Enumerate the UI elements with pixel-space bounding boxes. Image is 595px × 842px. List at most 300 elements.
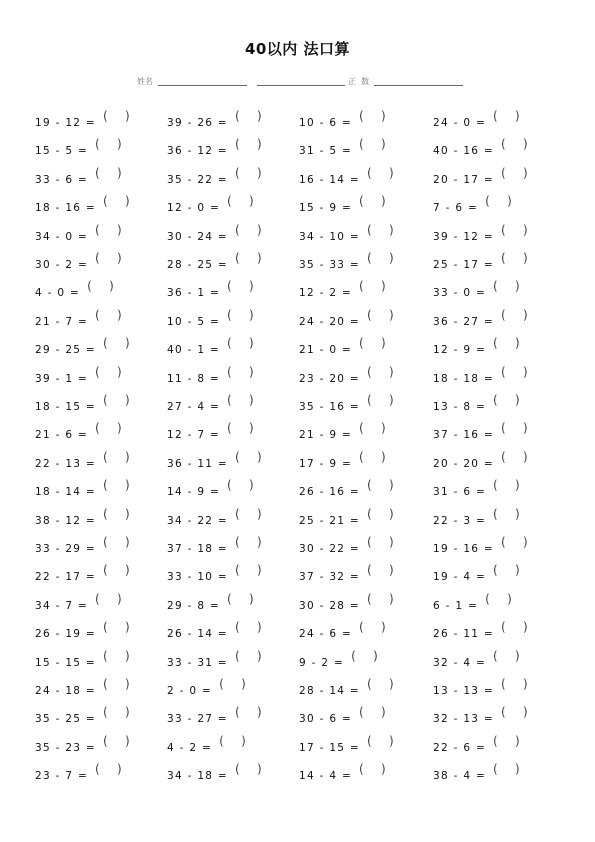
answer-box[interactable] — [359, 196, 389, 210]
answer-box[interactable] — [235, 764, 265, 778]
answer-close-paren: ) — [523, 620, 528, 635]
answer-open-paren: ( — [235, 137, 240, 152]
answer-box[interactable] — [227, 395, 257, 409]
answer-box[interactable] — [95, 222, 125, 239]
answer-box[interactable] — [367, 165, 397, 182]
answer-box[interactable] — [367, 222, 397, 239]
problem-expression: 31 - 6 = — [433, 486, 487, 499]
answer-open-paren: ( — [235, 563, 240, 578]
answer-open-paren: ( — [103, 109, 108, 123]
answer-box[interactable] — [359, 139, 389, 153]
answer-box[interactable] — [501, 139, 531, 153]
problem-expression: 13 - 8 = — [433, 401, 487, 413]
answer-open-paren: ( — [367, 251, 372, 265]
answer-close-paren: ) — [523, 307, 528, 322]
problem-expression: 6 - 1 = — [433, 599, 479, 612]
header-fields — [0, 76, 595, 90]
answer-box[interactable] — [367, 364, 397, 381]
answer-open-paren: ( — [501, 307, 506, 322]
answer-close-paren: ) — [241, 677, 246, 691]
answer-open-paren: ( — [235, 251, 240, 265]
answer-open-paren: ( — [501, 364, 506, 379]
problem-expression: 39 - 12 = — [433, 230, 495, 243]
answer-box[interactable] — [367, 679, 397, 693]
answer-close-paren: ) — [117, 251, 122, 265]
problem-expression: 30 - 6 = — [299, 713, 353, 726]
answer-open-paren: ( — [235, 165, 240, 180]
answer-open-paren: ( — [235, 705, 240, 720]
answer-open-paren: ( — [367, 364, 372, 379]
problem-item — [433, 563, 523, 584]
answer-open-paren: ( — [227, 393, 232, 407]
problem-item — [433, 537, 531, 553]
answer-close-paren: ) — [523, 251, 528, 265]
answer-box[interactable] — [95, 364, 125, 381]
problem-item — [299, 222, 397, 243]
answer-open-paren: ( — [103, 194, 108, 209]
answer-open-paren: ( — [235, 449, 240, 464]
answer-box[interactable] — [227, 196, 257, 210]
problem-expression: 4 - 2 = — [167, 741, 213, 754]
problem-expression: 39 - 26 = — [167, 117, 229, 129]
answer-close-paren: ) — [515, 563, 520, 578]
problem-item — [299, 620, 389, 641]
problem-expression: 37 - 32 = — [299, 571, 361, 584]
answer-box[interactable] — [227, 480, 257, 494]
correct-count-line[interactable] — [374, 85, 463, 86]
answer-box[interactable] — [103, 648, 133, 665]
answer-box[interactable] — [367, 395, 397, 409]
answer-open-paren: ( — [367, 535, 372, 549]
answer-open-paren: ( — [359, 762, 364, 777]
answer-open-paren: ( — [359, 336, 364, 351]
answer-box[interactable] — [103, 565, 133, 579]
problem-item — [299, 279, 389, 300]
answer-close-paren: ) — [249, 421, 254, 436]
answer-box[interactable] — [95, 591, 125, 608]
problem-expression: 35 - 16 = — [299, 401, 361, 413]
problem-item — [299, 194, 389, 215]
problem-expression: 4 - 0 = — [35, 287, 81, 300]
answer-open-paren: ( — [219, 733, 224, 748]
problem-item — [299, 364, 397, 385]
problem-expression: 15 - 15 = — [35, 656, 97, 669]
problem-expression: 15 - 9 = — [299, 202, 353, 215]
answer-open-paren: ( — [103, 677, 108, 691]
answer-box[interactable] — [501, 307, 531, 324]
answer-close-paren: ) — [125, 478, 130, 493]
answer-box[interactable] — [235, 565, 265, 579]
answer-open-paren: ( — [227, 279, 232, 294]
answer-box[interactable] — [103, 537, 133, 551]
answer-close-paren: ) — [389, 393, 394, 407]
answer-box[interactable] — [103, 506, 133, 523]
answer-box[interactable] — [103, 449, 133, 466]
problem-item — [35, 506, 133, 527]
answer-box[interactable] — [235, 253, 265, 267]
problem-expression: 10 - 6 = — [299, 117, 353, 129]
answer-box[interactable] — [235, 648, 265, 665]
answer-box[interactable] — [493, 764, 523, 778]
answer-close-paren: ) — [117, 421, 122, 436]
answer-box[interactable] — [493, 281, 523, 295]
answer-box[interactable] — [103, 196, 133, 210]
problem-item — [167, 478, 257, 499]
answer-box[interactable] — [501, 253, 531, 267]
problem-item — [35, 364, 125, 385]
answer-box[interactable] — [103, 679, 133, 693]
answer-box[interactable] — [367, 506, 397, 523]
problem-expression: 17 - 15 = — [299, 741, 361, 754]
answer-box[interactable] — [501, 423, 531, 437]
problem-item — [167, 336, 257, 357]
problem-expression: 36 - 1 = — [167, 287, 221, 300]
answer-open-paren: ( — [235, 762, 240, 777]
problem-item — [167, 563, 265, 584]
problem-item — [35, 111, 133, 127]
answer-open-paren: ( — [235, 648, 240, 663]
answer-close-paren: ) — [515, 109, 520, 123]
problem-expression: 26 - 14 = — [167, 628, 229, 641]
answer-close-paren: ) — [381, 279, 386, 294]
answer-box[interactable] — [235, 111, 265, 125]
answer-box[interactable] — [95, 423, 125, 437]
answer-box[interactable] — [367, 537, 397, 551]
problem-expression: 18 - 18 = — [433, 372, 495, 385]
answer-box[interactable] — [227, 338, 257, 352]
answer-box[interactable] — [103, 480, 133, 494]
problem-item — [299, 591, 397, 612]
problem-expression: 30 - 2 = — [35, 259, 89, 271]
answer-box[interactable] — [219, 679, 249, 693]
answer-box[interactable] — [103, 622, 133, 636]
problem-expression: 18 - 14 = — [35, 486, 97, 499]
problem-item — [299, 478, 397, 499]
problem-expression: 20 - 17 = — [433, 173, 495, 186]
answer-close-paren: ) — [523, 705, 528, 720]
problem-item — [433, 679, 531, 695]
problem-expression: 24 - 18 = — [35, 685, 97, 697]
problem-expression: 36 - 11 = — [167, 457, 229, 470]
answer-open-paren: ( — [103, 478, 108, 493]
problem-expression: 26 - 19 = — [35, 628, 97, 641]
answer-open-paren: ( — [367, 677, 372, 691]
answer-close-paren: ) — [125, 733, 130, 748]
answer-box[interactable] — [367, 733, 397, 750]
problem-expression: 12 - 9 = — [433, 344, 487, 357]
answer-box[interactable] — [219, 733, 249, 750]
problem-item — [299, 506, 397, 527]
problem-expression: 35 - 33 = — [299, 259, 361, 271]
problem-expression: 21 - 7 = — [35, 315, 89, 328]
problem-expression: 19 - 16 = — [433, 543, 495, 555]
answer-close-paren: ) — [257, 506, 262, 521]
answer-box[interactable] — [493, 395, 523, 409]
problem-item — [35, 137, 125, 158]
answer-box[interactable] — [95, 139, 125, 153]
answer-box[interactable] — [501, 537, 531, 551]
problem-expression: 24 - 20 = — [299, 315, 361, 328]
answer-close-paren: ) — [515, 478, 520, 493]
answer-close-paren: ) — [249, 364, 254, 379]
answer-open-paren: ( — [485, 591, 490, 606]
answer-box[interactable] — [235, 506, 265, 523]
answer-box[interactable] — [95, 165, 125, 182]
answer-close-paren: ) — [515, 506, 520, 521]
problem-expression: 33 - 27 = — [167, 713, 229, 726]
answer-open-paren: ( — [493, 393, 498, 407]
problem-expression: 28 - 14 = — [299, 685, 361, 697]
answer-box[interactable] — [227, 307, 257, 324]
problem-item — [299, 449, 389, 470]
answer-open-paren: ( — [103, 535, 108, 549]
problem-item — [433, 279, 523, 300]
problem-item — [35, 620, 133, 641]
answer-box[interactable] — [485, 591, 515, 608]
problem-item — [433, 620, 531, 641]
problem-item — [35, 537, 133, 553]
answer-open-paren: ( — [95, 137, 100, 152]
problem-expression: 21 - 0 = — [299, 344, 353, 357]
answer-close-paren: ) — [125, 194, 130, 209]
answer-close-paren: ) — [125, 705, 130, 720]
answer-box[interactable] — [367, 480, 397, 494]
answer-close-paren: ) — [125, 336, 130, 351]
answer-open-paren: ( — [227, 194, 232, 209]
problem-expression: 17 - 9 = — [299, 457, 353, 470]
answer-box[interactable] — [95, 253, 125, 267]
answer-open-paren: ( — [95, 251, 100, 265]
answer-open-paren: ( — [227, 307, 232, 322]
answer-open-paren: ( — [501, 705, 506, 720]
answer-close-paren: ) — [523, 364, 528, 379]
answer-box[interactable] — [493, 733, 523, 750]
problem-expression: 33 - 31 = — [167, 656, 229, 669]
answer-box[interactable] — [95, 764, 125, 778]
problem-item — [299, 648, 381, 669]
problem-item — [299, 705, 389, 726]
problem-item — [433, 336, 523, 357]
problem-item — [433, 449, 531, 470]
answer-box[interactable] — [359, 622, 389, 636]
answer-box[interactable] — [501, 679, 531, 693]
answer-box[interactable] — [235, 449, 265, 466]
answer-close-paren: ) — [109, 279, 114, 294]
answer-close-paren: ) — [389, 165, 394, 180]
problem-expression: 40 - 16 = — [433, 145, 495, 158]
problem-item — [167, 449, 265, 470]
problem-expression: 15 - 5 = — [35, 145, 89, 158]
answer-open-paren: ( — [359, 109, 364, 123]
problem-item — [167, 591, 257, 612]
problem-item — [433, 307, 531, 328]
answer-close-paren: ) — [257, 620, 262, 635]
answer-open-paren: ( — [235, 222, 240, 237]
answer-box[interactable] — [501, 449, 531, 466]
answer-close-paren: ) — [507, 591, 512, 606]
problem-item — [167, 137, 265, 158]
answer-box[interactable] — [95, 307, 125, 324]
problem-expression: 27 - 4 = — [167, 401, 221, 413]
answer-box[interactable] — [493, 480, 523, 494]
problem-expression: 2 - 0 = — [167, 685, 213, 697]
problem-expression: 13 - 13 = — [433, 685, 495, 697]
answer-close-paren: ) — [389, 251, 394, 265]
answer-open-paren: ( — [493, 478, 498, 493]
date-line[interactable] — [257, 85, 345, 86]
answer-open-paren: ( — [501, 449, 506, 464]
answer-close-paren: ) — [381, 109, 386, 123]
answer-box[interactable] — [235, 537, 265, 551]
answer-open-paren: ( — [501, 677, 506, 691]
answer-box[interactable] — [501, 364, 531, 381]
problem-expression: 16 - 14 = — [299, 173, 361, 186]
answer-close-paren: ) — [125, 535, 130, 549]
problem-expression: 26 - 16 = — [299, 486, 361, 499]
answer-box[interactable] — [359, 707, 389, 721]
answer-box[interactable] — [501, 707, 531, 721]
answer-box[interactable] — [493, 506, 523, 523]
answer-box[interactable] — [493, 111, 523, 125]
answer-open-paren: ( — [493, 762, 498, 777]
answer-box[interactable] — [493, 565, 523, 579]
answer-box[interactable] — [103, 395, 133, 409]
problem-expression: 28 - 25 = — [167, 259, 229, 271]
problem-expression: 19 - 4 = — [433, 571, 487, 584]
problem-item — [35, 421, 125, 442]
answer-close-paren: ) — [249, 307, 254, 322]
problem-item — [433, 222, 531, 243]
answer-box[interactable] — [235, 165, 265, 182]
problem-item — [167, 537, 265, 553]
problem-expression: 23 - 20 = — [299, 372, 361, 385]
answer-box[interactable] — [103, 111, 133, 125]
answer-open-paren: ( — [219, 677, 224, 691]
answer-box[interactable] — [359, 764, 389, 778]
answer-box[interactable] — [103, 707, 133, 721]
answer-box[interactable] — [227, 591, 257, 608]
problem-item — [167, 222, 265, 243]
answer-close-paren: ) — [381, 705, 386, 720]
answer-box[interactable] — [501, 622, 531, 636]
problem-expression: 37 - 18 = — [167, 543, 229, 555]
answer-close-paren: ) — [389, 563, 394, 578]
answer-close-paren: ) — [249, 393, 254, 407]
answer-box[interactable] — [227, 364, 257, 381]
answer-box[interactable] — [367, 253, 397, 267]
answer-box[interactable] — [103, 338, 133, 352]
answer-box[interactable] — [493, 338, 523, 352]
answer-box[interactable] — [235, 222, 265, 239]
answer-box[interactable] — [501, 222, 531, 239]
answer-box[interactable] — [501, 165, 531, 182]
answer-close-paren: ) — [389, 478, 394, 493]
answer-open-paren: ( — [103, 336, 108, 351]
answer-box[interactable] — [87, 281, 117, 295]
problem-expression: 30 - 28 = — [299, 599, 361, 612]
problem-item — [299, 762, 389, 783]
problem-item — [35, 222, 125, 243]
answer-box[interactable] — [359, 449, 389, 466]
answer-open-paren: ( — [95, 364, 100, 379]
answer-close-paren: ) — [389, 535, 394, 549]
answer-open-paren: ( — [367, 506, 372, 521]
problem-item — [433, 111, 523, 127]
problem-expression: 38 - 12 = — [35, 514, 97, 527]
problem-expression: 34 - 18 = — [167, 770, 229, 783]
answer-box[interactable] — [351, 648, 381, 665]
answer-open-paren: ( — [95, 591, 100, 606]
problem-item — [167, 194, 257, 215]
problem-item — [433, 165, 531, 186]
answer-open-paren: ( — [367, 563, 372, 578]
answer-close-paren: ) — [515, 733, 520, 748]
answer-open-paren: ( — [493, 563, 498, 578]
problem-item — [35, 648, 133, 669]
answer-open-paren: ( — [493, 648, 498, 663]
problem-item — [35, 279, 117, 300]
answer-box[interactable] — [227, 423, 257, 437]
problem-item — [35, 253, 125, 269]
answer-close-paren: ) — [125, 648, 130, 663]
answer-box[interactable] — [359, 338, 389, 352]
answer-box[interactable] — [493, 648, 523, 665]
answer-open-paren: ( — [103, 449, 108, 464]
answer-open-paren: ( — [359, 137, 364, 152]
answer-box[interactable] — [235, 139, 265, 153]
answer-box[interactable] — [367, 591, 397, 608]
answer-open-paren: ( — [359, 194, 364, 209]
answer-box[interactable] — [235, 622, 265, 636]
answer-open-paren: ( — [351, 648, 356, 663]
problem-item — [35, 762, 125, 783]
name-line[interactable] — [158, 85, 247, 86]
answer-close-paren: ) — [125, 506, 130, 521]
answer-box[interactable] — [227, 281, 257, 295]
problem-expression: 18 - 16 = — [35, 202, 97, 215]
problem-item — [433, 364, 531, 385]
answer-box[interactable] — [359, 423, 389, 437]
problem-expression: 25 - 21 = — [299, 514, 361, 527]
answer-close-paren: ) — [389, 222, 394, 237]
worksheet-title: 40以内 法口算 — [244, 40, 351, 58]
problem-item — [433, 194, 515, 215]
answer-box[interactable] — [367, 565, 397, 579]
answer-close-paren: ) — [117, 165, 122, 180]
answer-box[interactable] — [359, 111, 389, 125]
answer-box[interactable] — [235, 707, 265, 721]
answer-close-paren: ) — [257, 563, 262, 578]
answer-close-paren: ) — [515, 279, 520, 294]
answer-box[interactable] — [103, 733, 133, 750]
problem-item — [35, 449, 133, 470]
answer-close-paren: ) — [389, 733, 394, 748]
problem-expression: 35 - 25 = — [35, 713, 97, 726]
problem-expression: 10 - 5 = — [167, 315, 221, 328]
answer-box[interactable] — [485, 196, 515, 210]
problem-item — [167, 705, 265, 726]
problem-expression: 33 - 29 = — [35, 543, 97, 555]
answer-box[interactable] — [359, 281, 389, 295]
answer-open-paren: ( — [501, 251, 506, 265]
problem-expression: 34 - 22 = — [167, 514, 229, 527]
problem-item — [433, 395, 523, 411]
problem-expression: 24 - 6 = — [299, 628, 353, 641]
problem-expression: 38 - 4 = — [433, 770, 487, 783]
answer-close-paren: ) — [515, 762, 520, 777]
answer-box[interactable] — [367, 307, 397, 324]
problem-item — [35, 194, 133, 215]
